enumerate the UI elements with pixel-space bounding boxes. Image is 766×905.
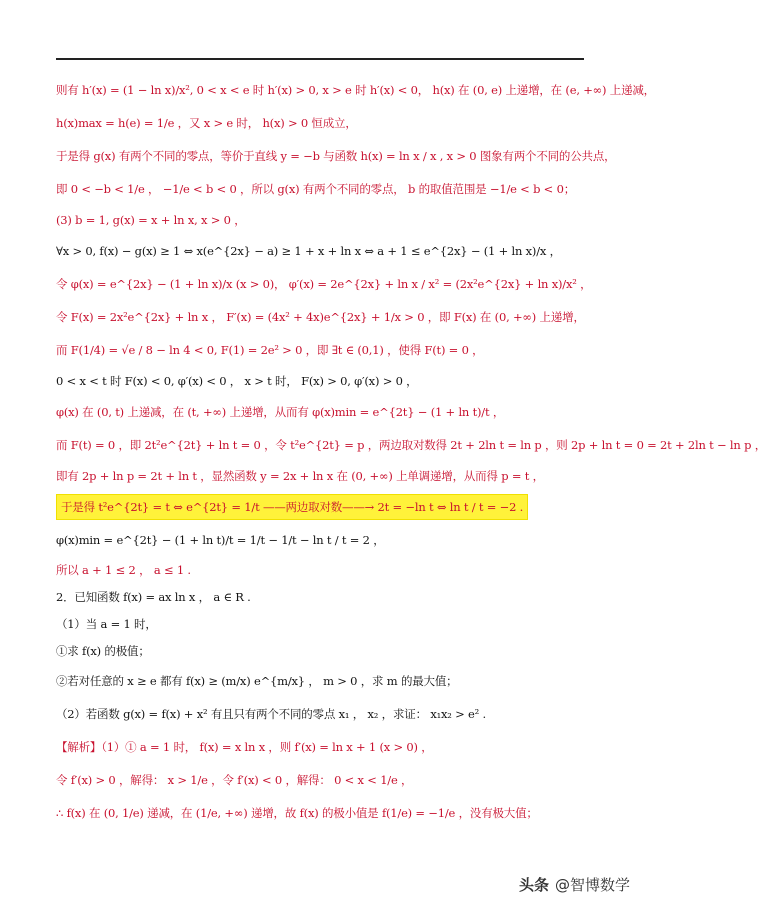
text-line: 令 f′(x) > 0 ，解得： x > 1/e ，令 f′(x) < 0 ，解得： 0 < x < 1/e ， xyxy=(56,773,413,787)
text-line: ∀x > 0, f(x) − g(x) ≥ 1 ⇔ x(e^{2x} − a) ≥ 1 + x + ln x ⇔ a + 1 ≤ e^{2x} − (1 + ln x)/x ， xyxy=(56,244,561,258)
author-handle: @智博数学 xyxy=(554,876,630,894)
text-line: h(x)max = h(e) = 1/e ，又 x > e 时， h(x) > 0 恒成立， xyxy=(56,116,357,130)
solution-start: 【解析】（1）① a = 1 时， f(x) = x ln x ，则 f′(x) = ln x + 1 (x > 0) ， xyxy=(56,740,433,754)
watermark xyxy=(519,874,630,895)
text-line: 0 < x < t 时 F(x) < 0, φ′(x) < 0 ， x > t 时， F(x) > 0, φ′(x) > 0 ， xyxy=(56,374,418,388)
highlighted-line xyxy=(56,491,584,524)
text-line: (3) b = 1, g(x) = x + ln x, x > 0 ， xyxy=(56,213,246,227)
text-line: 则有 h′(x) = (1 − ln x)/x², 0 < x < e 时 h′(x) > 0, x > e 时 h′(x) < 0， h(x) 在 (0, e) 上递增，在 (e, +∞) 上递减， xyxy=(56,83,655,97)
text-line: （1）当 a = 1 时， xyxy=(56,617,157,631)
problem-statement: 2．已知函数 f(x) = ax ln x ， a ∈ R . xyxy=(56,590,251,604)
text-line: 于是得 g(x) 有两个不同的零点，等价于直线 y = −b 与函数 h(x) = ln x / x , x > 0 图象有两个不同的公共点， xyxy=(56,149,616,163)
text-line: ②若对任意的 x ≥ e 都有 f(x) ≥ (m/x) e^{m/x} ， m > 0 ，求 m 的最大值； xyxy=(56,674,458,688)
text-line: 所以 a + 1 ≤ 2 ， a ≤ 1 . xyxy=(56,563,191,577)
toutiao-logo: 头条 xyxy=(518,876,549,894)
text-line: 而 F(1/4) = √e / 8 − ln 4 < 0, F(1) = 2e² > 0 ，即 ∃t ∈ (0,1) ，使得 F(t) = 0 ， xyxy=(56,343,484,357)
highlight-box: 于是得 t²e^{2t} = t ⇔ e^{2t} = 1/t ——两边取对数——→ 2t = −ln t ⇔ ln t / t = −2 . xyxy=(56,494,528,520)
text-line: 令 F(x) = 2x²e^{2x} + ln x ， F′(x) = (4x² + 4x)e^{2x} + 1/x > 0 ，即 F(x) 在 (0, +∞) 上递增， xyxy=(56,310,585,324)
document-body xyxy=(56,74,766,830)
text-line: 而 F(t) = 0 ，即 2t²e^{2t} + ln t = 0 ，令 t²e^{2t} = p ，两边取对数得 2t + 2ln t = ln p ，则 2p + ln t = 0 = 2t + 2ln t − ln p ， xyxy=(56,438,766,452)
text-line: ∴ f(x) 在 (0, 1/e) 递减，在 (1/e, +∞) 递增，故 f(x) 的极小值是 f(1/e) = −1/e ，没有极大值； xyxy=(56,806,538,820)
text-line: 即 0 < −b < 1/e ， −1/e < b < 0 ，所以 g(x) 有两个不同的零点， b 的取值范围是 −1/e < b < 0； xyxy=(56,182,575,196)
text-line: 令 φ(x) = e^{2x} − (1 + ln x)/x (x > 0)， φ′(x) = 2e^{2x} + ln x / x² = (2x²e^{2x} + ln x)/x² ， xyxy=(56,277,592,291)
text-line: φ(x)min = e^{2t} − (1 + ln t)/t = 1/t − 1/t − ln t / t = 2 ， xyxy=(56,533,385,547)
text-line: （2）若函数 g(x) = f(x) + x² 有且只有两个不同的零点 x₁ ， x₂ ，求证： x₁x₂ > e² . xyxy=(56,707,486,721)
text-line: 即有 2p + ln p = 2t + ln t ，显然函数 y = 2x + ln x 在 (0, +∞) 上单调递增，从而得 p = t ， xyxy=(56,469,544,483)
text-line: φ(x) 在 (0, t) 上递减，在 (t, +∞) 上递增，从而有 φ(x)min = e^{2t} − (1 + ln t)/t ， xyxy=(56,405,505,419)
text-line: ①求 f(x) 的极值； xyxy=(56,644,150,658)
header-rule xyxy=(56,58,584,60)
